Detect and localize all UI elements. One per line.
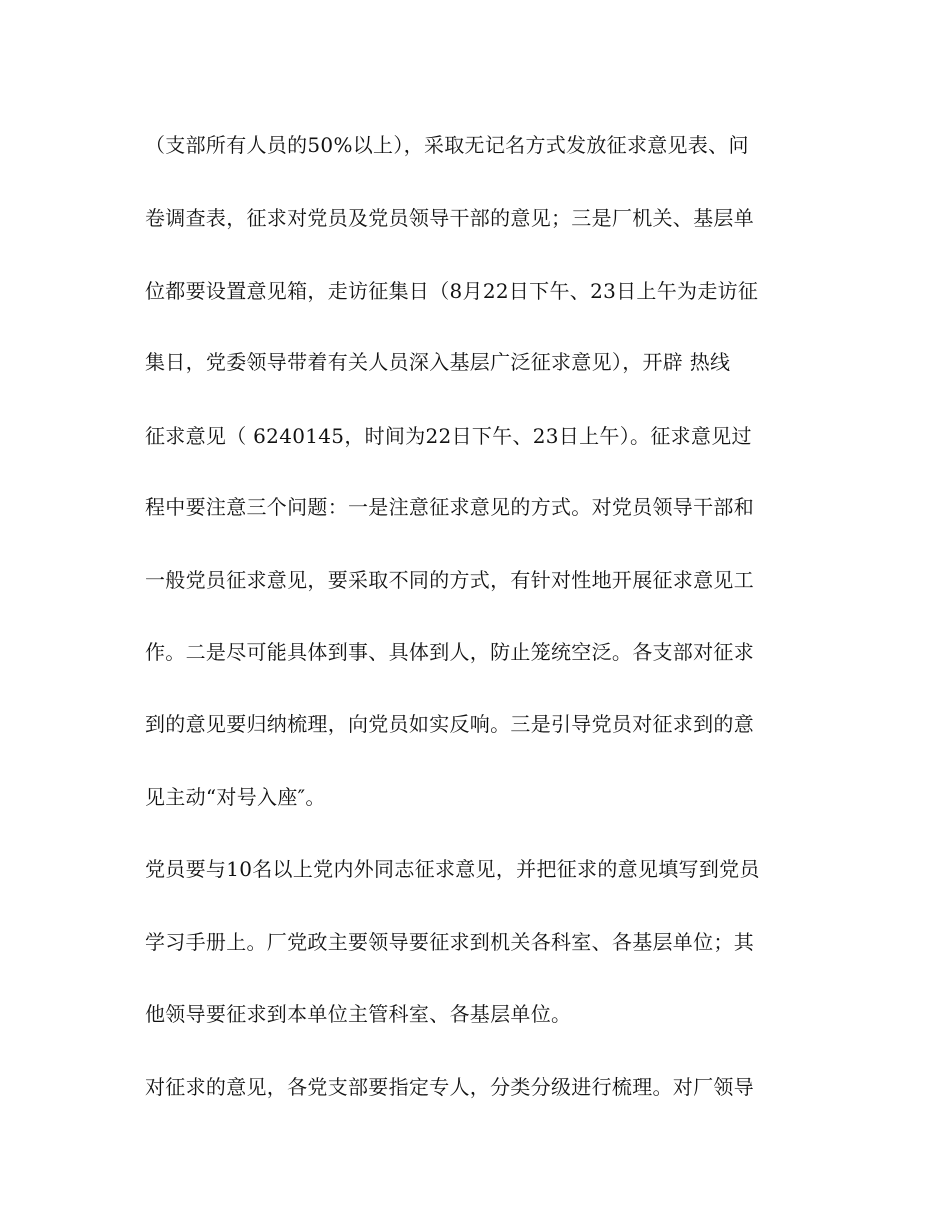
text-line: 见主动“对号入座″。 — [145, 785, 326, 809]
text-line: 位都要设置意见箱，走访征集日（8月22日下午、23日上午为走访征 — [145, 279, 759, 303]
text-line: 对征求的意见，各党支部要指定专人，分类分级进行梳理。对厂领导 — [145, 1075, 754, 1099]
text-line: 到的意见要归纳梳理，向党员如实反响。三是引导党员对征求到的意 — [145, 712, 754, 736]
text-line: 征求意见（ 6240145，时间为22日下午、23日上午）。征求意见过 — [145, 424, 752, 448]
text-line: 卷调查表，征求对党员及党员领导干部的意见；三是厂机关、基层单 — [145, 206, 754, 230]
text-line: 集日，党委领导带着有关人员深入基层广泛征求意见），开辟 热线 — [145, 350, 731, 374]
text-line: 他领导要征求到本单位主管科室、各基层单位。 — [145, 1002, 572, 1026]
text-line: 一般党员征求意见，要采取不同的方式，有针对性地开展征求意见工 — [145, 568, 754, 592]
text-line: 作。二是尽可能具体到事、具体到人，防止笼统空泛。各支部对征求 — [145, 640, 754, 664]
text-line: 学习手册上。厂党政主要领导要征求到机关各科室、各基层单位；其 — [145, 930, 754, 954]
text-line: （支部所有人员的50%以上），采取无记名方式发放征求意见表、问 — [145, 133, 749, 157]
text-line: 程中要注意三个问题：一是注意征求意见的方式。对党员领导干部和 — [145, 495, 754, 519]
text-line: 党员要与10名以上党内外同志征求意见，并把征求的意见填写到党员 — [145, 857, 760, 881]
